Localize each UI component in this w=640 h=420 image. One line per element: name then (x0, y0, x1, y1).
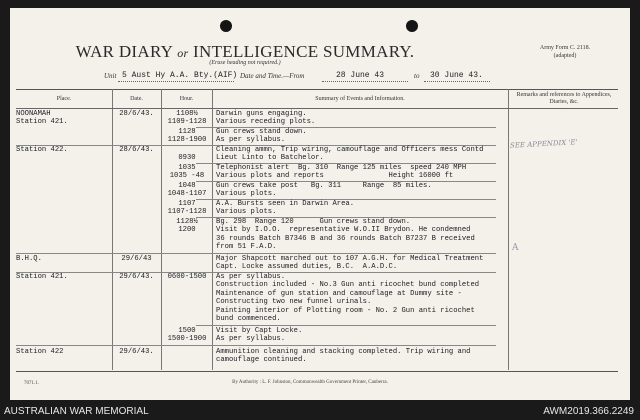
row-date: 29/6/43. (119, 348, 154, 356)
page-title (0, 42, 490, 62)
date-to-value: 30 June 43. (430, 71, 483, 80)
column-divider (212, 89, 213, 370)
row-date: 28/6/43. (119, 146, 154, 154)
punch-hole (220, 20, 232, 32)
column-header-remarks: Remarks and references to Appendices, Diaries, &c. (516, 92, 612, 105)
row-summary: Darwin guns engaging. Various receding plots. (216, 110, 316, 127)
column-header-hour: Hour. (179, 96, 194, 102)
row-summary: Gun crews take post Bg. 311 Range 85 miles. Various plots. (216, 182, 432, 199)
row-hour: 1035 1035 -48 (169, 164, 205, 181)
row-summary: Cleaning ammn, Trip wiring, camouflage and Officers mess Contd Lieut Linto to Batchelor. (216, 146, 484, 163)
date-to-label: to (414, 72, 420, 80)
row-summary: As per syllabus. Construction included - No.3 Gun anti ricochet bund completed Maintenance of gun station and camouflage at Dummy site - Constructing two new funnel urinals. Painting interior of Plotting room - No. 2 Gun anti ricochet bund commenced. (216, 273, 480, 324)
date-from-line (322, 81, 408, 82)
row-hour: 1500 1500-1900 (167, 327, 207, 344)
row-divider (196, 325, 496, 326)
title-subnote: (Erase heading not required.) (209, 60, 281, 66)
row-hour: 1128 1128-1900 (167, 128, 207, 145)
row-summary: Gun crews stand down. As per syllabus. (216, 128, 307, 145)
row-divider (16, 253, 496, 254)
row-hour: 1048 1048-1107 (167, 182, 207, 199)
row-date: 29/6/43. (119, 273, 154, 281)
date-from-value: 28 June 43 (336, 71, 385, 80)
row-date: 28/6/43. (119, 110, 154, 118)
army-form-number: Army Form C. 2118. (539, 45, 591, 51)
punch-hole (406, 20, 418, 32)
unit-line (118, 81, 234, 82)
title-or: or (177, 46, 189, 60)
row-date: 29/6/43 (121, 255, 152, 263)
row-hour: 0600-1500 (167, 273, 207, 281)
row-summary: A.A. Bursts seen in Darwin Area. Various plots. (216, 200, 355, 217)
date-time-label: Date and Time.—From (240, 72, 305, 80)
army-form-label (520, 44, 610, 60)
archive-caption-right: AWM2019.366.2249 (543, 406, 634, 417)
date-to-line (424, 81, 490, 82)
archive-caption-left: AUSTRALIAN WAR MEMORIAL (4, 406, 149, 417)
header-separator (16, 108, 618, 109)
row-summary: Visit by Capt Locke. As per syllabus. (216, 327, 303, 344)
army-form-adapted: (adapted) (553, 53, 577, 59)
footer-form-code: 7071.1. (24, 381, 39, 386)
unit-label: Unit (104, 72, 117, 80)
row-place: Station 422. (16, 146, 68, 154)
column-header-summary: Summary of Events and Information. (315, 96, 405, 102)
row-summary: Bg. 298 Range 120 Gun crews stand down. Visit by I.O.O. representative W.O.II Brydon. He condemned 36 rounds Batch B7346 B and 36 rounds Batch B7237 B received from 51 F.A.D. (216, 218, 475, 252)
column-divider (112, 89, 113, 370)
row-summary: Ammunition cleaning and stacking completed. Trip wiring and camouflage continued. (216, 348, 471, 365)
column-header-date: Date. (130, 96, 143, 102)
remarks-pencil-note: SEE APPENDIX 'E' (509, 138, 578, 150)
row-place: Station 422 (16, 348, 64, 356)
title-war-diary: WAR DIARY (75, 42, 173, 61)
row-place: B.H.Q. (16, 255, 42, 263)
footer-authority: By Authority : L. F. Johnston, Commonwealth Government Printer, Canberra. (232, 380, 388, 385)
row-hour: 1108½ 1109-1128 (167, 110, 207, 127)
row-hour: 1107 1107-1128 (167, 200, 207, 217)
row-place: NOONAMAH Station 421. (16, 110, 68, 127)
title-intelligence-summary: INTELLIGENCE SUMMARY. (193, 42, 415, 61)
unit-value: 5 Aust Hy A.A. Bty.(AIF) (122, 71, 238, 80)
row-hour: 0930 (178, 154, 196, 163)
row-summary: Major Shapcott marched out to 107 A.G.H. for Medical Treatment Capt. Locke assumed duties, B.C. A.A.D.C. (216, 255, 484, 272)
row-place: Station 421. (16, 273, 68, 281)
remarks-pencil-mark: A (512, 243, 519, 253)
row-hour: 1128½ 1200 (176, 218, 198, 235)
row-divider (16, 345, 496, 346)
column-header-place: Place. (56, 96, 72, 102)
row-summary: Telephonist alert Bg. 310 Range 125 miles speed 240 MPH Various plots and reports Height 16000 ft (216, 164, 467, 181)
